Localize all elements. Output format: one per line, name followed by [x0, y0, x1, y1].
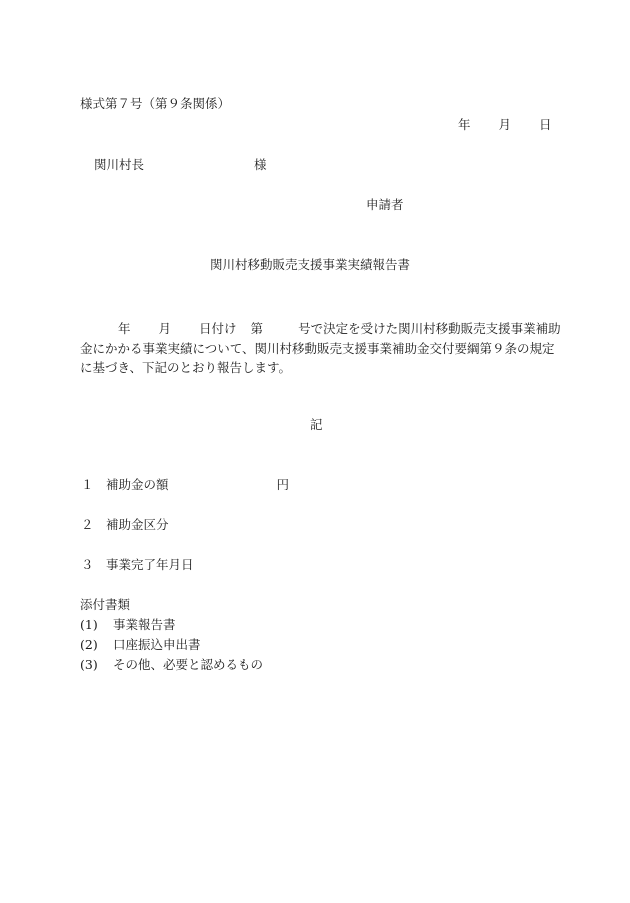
applicant-label: 申請者 — [366, 197, 404, 212]
form-number: 様式第７号（第９条関係） — [80, 96, 231, 111]
report-body — [80, 319, 562, 378]
attachment-label: その他、必要と認めるもの — [113, 657, 264, 672]
attachment-number: (3) — [80, 657, 98, 672]
attachment-label: 口座振込申出書 — [113, 637, 201, 652]
body-month-label: 月 — [158, 321, 172, 336]
item-number: １ — [81, 477, 94, 492]
item-unit: 円 — [276, 477, 290, 492]
item-number: ３ — [81, 557, 94, 572]
item-subsidy-amount — [81, 479, 289, 492]
addressee-name: 関川村長 — [94, 157, 145, 172]
item-number: ２ — [81, 517, 94, 532]
document-title: 関川村移動販売支援事業実績報告書 — [210, 257, 411, 272]
attachment-label: 事業報告書 — [113, 617, 176, 632]
attachment-number: (1) — [80, 617, 98, 632]
date-day-label: 日 — [539, 117, 552, 132]
body-year-label: 年 — [118, 321, 131, 336]
item-label: 事業完了年月日 — [106, 557, 194, 572]
body-main-text: 号で決定を受けた関川村移動販売支援事業補助金にかかる事業実績について、関川村移動販売支援事業補助金交付要綱第９条の規定に基づき、下記のとおり報告します。 — [80, 321, 561, 375]
addressee-honorific: 様 — [254, 157, 267, 172]
item-subsidy-category — [81, 519, 169, 532]
date-month-label: 月 — [498, 117, 512, 132]
body-dated-label: 日付け — [199, 321, 237, 336]
attachment-item — [80, 619, 176, 632]
attachment-number: (2) — [80, 637, 98, 652]
attachment-item — [80, 659, 263, 672]
body-number-prefix: 第 — [250, 321, 264, 336]
date-year-label: 年 — [458, 117, 471, 132]
addressee — [94, 159, 267, 172]
ki-mark: 記 — [310, 417, 323, 432]
item-label: 補助金区分 — [106, 517, 169, 532]
item-completion-date — [81, 559, 194, 572]
attachment-item — [80, 639, 201, 652]
date-line — [458, 119, 552, 132]
attachments-heading: 添付書類 — [80, 597, 131, 612]
item-label: 補助金の額 — [106, 477, 169, 492]
